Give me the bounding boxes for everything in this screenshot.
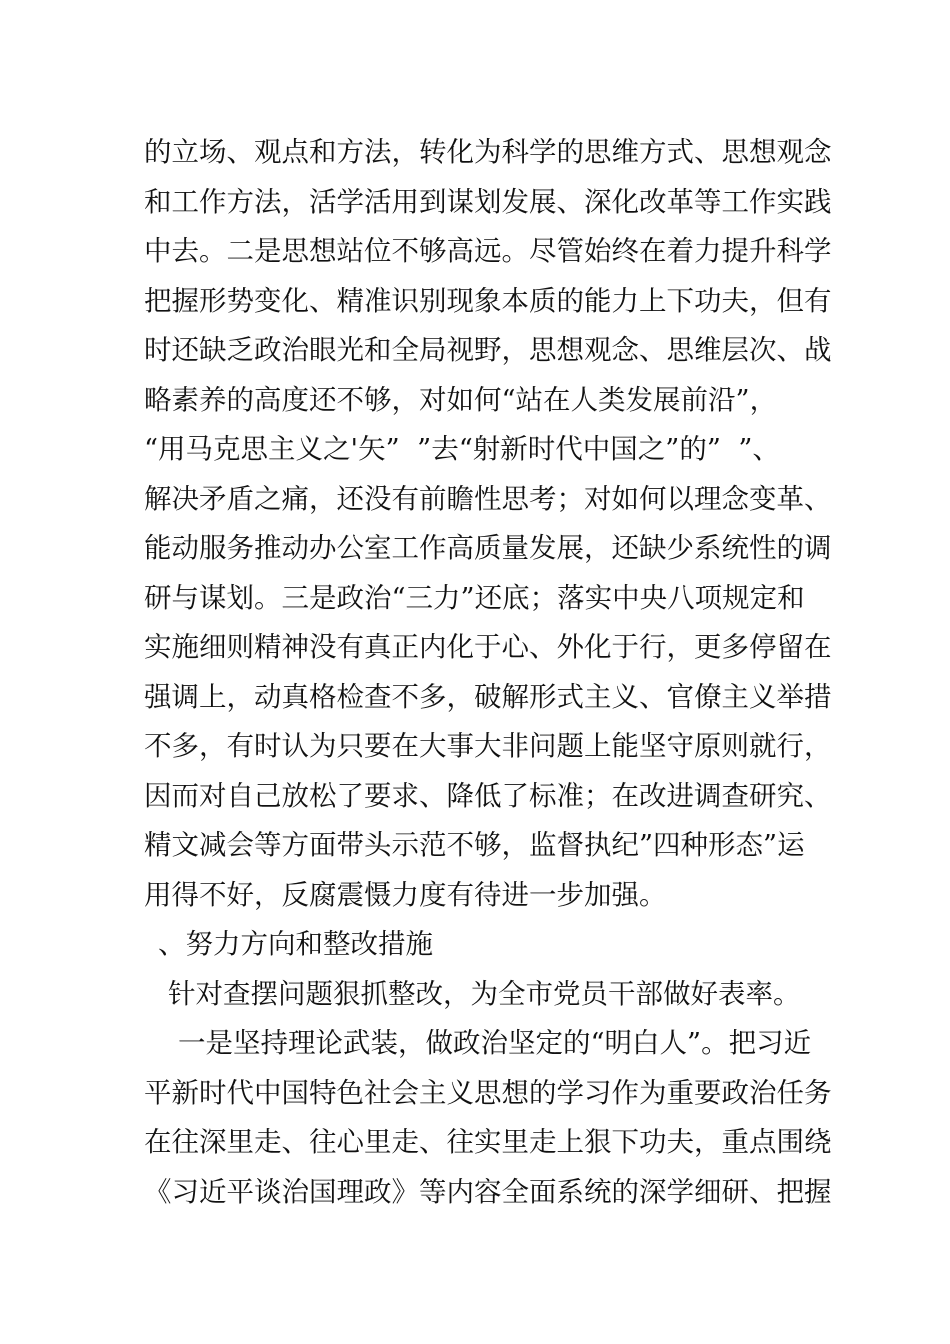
text-line: 能动服务推动办公室工作高质量发展，还缺少系统性的调 (144, 532, 832, 564)
text-line: 的立场、观点和方法，转化为科学的思维方式、思想观念 (144, 136, 832, 168)
text-line: 实施细则精神没有真正内化于心、外化于行，更多停留在 (144, 631, 832, 663)
text-line: 精文减会等方面带头示范不够，监督执纪”四种形态”运 (144, 829, 805, 861)
text-line: 强调上，动真格检查不多，破解形式主义、官僚主义举措 (144, 680, 832, 713)
text-line: 时还缺乏政治眼光和全局视野，思想观念、思维层次、战 (144, 334, 832, 366)
text-line: 略素养的高度还不够，对如何“站在人类发展前沿”， (144, 383, 778, 416)
text-line: “用马克思主义之'矢” ”去“射新时代中国之”的” ”、 (144, 433, 780, 465)
text-line: 和工作方法，活学活用到谋划发展、深化改革等工作实践 (144, 185, 832, 218)
text-line: 在往深里走、往心里走、往实里走上狠下功夫，重点围绕 (144, 1126, 832, 1158)
text-line: 研与谋划。三是政治“三力”还底；落实中央八项规定和 (144, 581, 805, 614)
section-heading: 、努力方向和整改措施 (158, 928, 433, 960)
text-line: 因而对自己放松了要求、降低了标准；在改进调查研究、 (144, 779, 832, 812)
text-line: 用得不好，反腐震慑力度有待进一步加强。 (144, 878, 667, 911)
text-line: 针对查摆问题狠抓整改，为全市党员干部做好表率。 (168, 977, 801, 1010)
text-line: 《习近平谈治国理政》等内容全面系统的深学细研、把握 (144, 1175, 832, 1208)
text-line: 中去。二是思想站位不够高远。尽管始终在着力提升科学 (144, 235, 832, 267)
body-text (144, 128, 844, 1217)
text-line: 解决矛盾之痛，还没有前瞻性思考；对如何以理念变革、 (144, 482, 832, 515)
text-line: 把握形势变化、精准识别现象本质的能力上下功夫，但有 (144, 284, 832, 317)
text-line: 不多，有时认为只要在大事大非问题上能坚守原则就行， (144, 730, 832, 762)
text-line: 平新时代中国特色社会主义思想的学习作为重要政治任务 (144, 1076, 832, 1109)
text-line: 一是坚持理论武装，做政治坚定的“明白人”。把习近 (178, 1027, 812, 1059)
